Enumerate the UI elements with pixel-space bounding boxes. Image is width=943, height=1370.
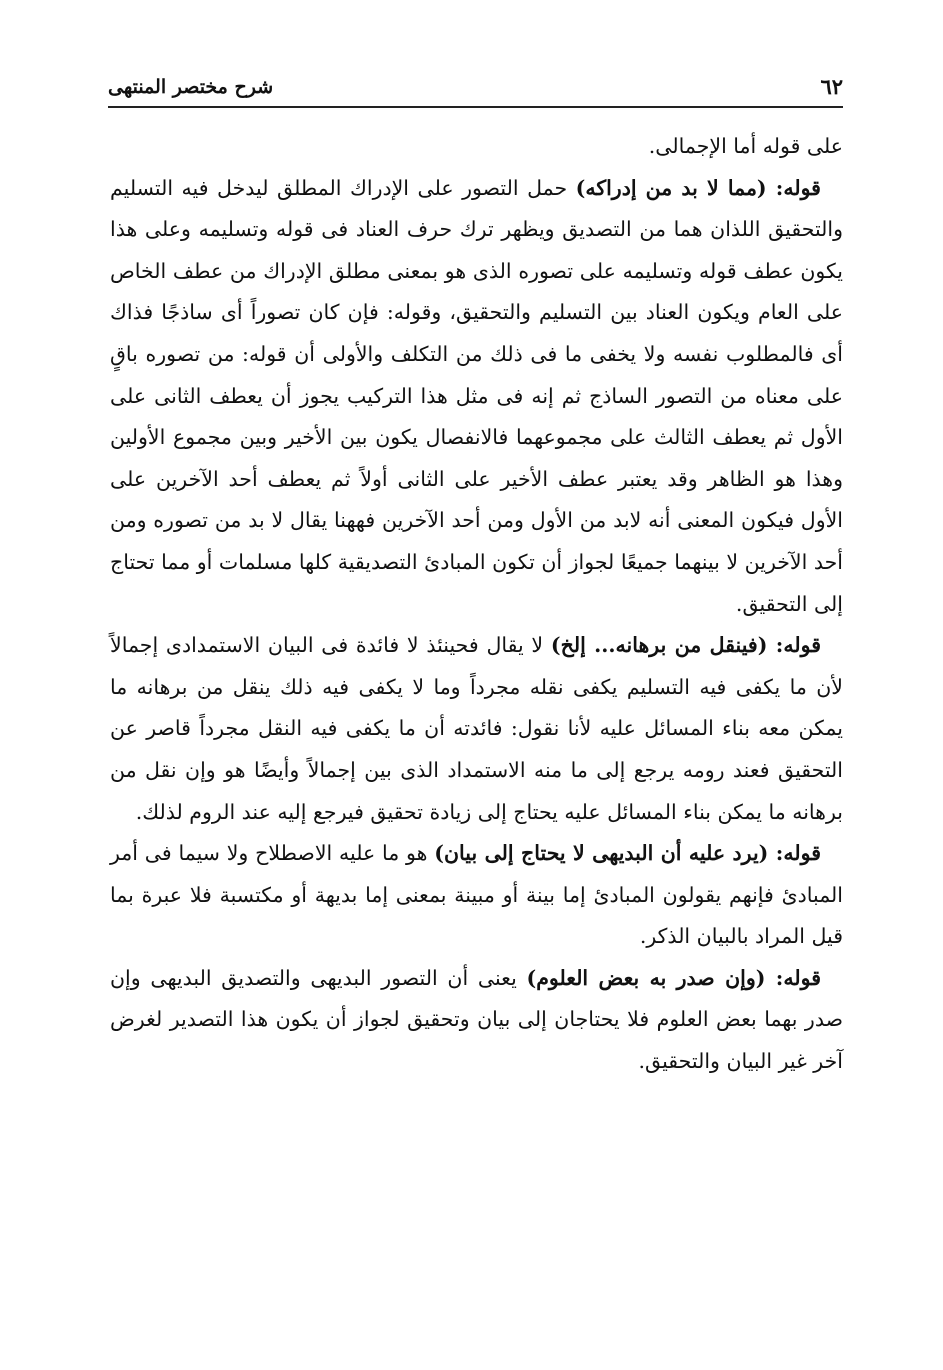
page-number: ٦٢ (820, 74, 843, 99)
paragraph-3-text: لا يقال فحينئذ لا فائدة فى البيان الاستمدادى إجمالاً لأن ما يكفى فيه التسليم يكفى نقله مجرداً وما لا يكفى فيه ذلك ينقل من برهانه ما يمكن معه بناء المسائل عليه لأنا نقول: فائدته أن ما يكفى فيه النقل مجرداً قاصر عن التحقيق فعند رومه يرجع إلى ما منه الاستمداد الذى بين إجمالاً وأيضًا هو وإن نقل من برهانه ما يمكن بناء المسائل عليه يحتاج إلى زيادة تحقيق فيرجع إليه عند الروم لذلك. (110, 633, 843, 824)
paragraph-5-text: يعنى أن التصور البديهى والتصديق البديهى وإن صدر بهما بعض العلوم فلا يحتاجان إلى بيان وتحقيق لجواز أن يكون هذا التصدير لغرض آخر غير البيان والتحقيق. (110, 965, 843, 1074)
lemma-5: قوله: (وإن صدر به بعض العلوم) (526, 965, 821, 990)
running-title: شرح مختصر المنتهى (108, 76, 274, 98)
lemma-4: قوله: (يرد عليه أن البديهى لا يحتاج إلى بيان) (434, 841, 821, 866)
paragraph-1 (110, 126, 843, 168)
paragraph-5 (110, 958, 843, 1083)
paragraph-2-text: حمل التصور على الإدراك المطلق ليدخل فيه التسليم والتحقيق اللذان هما من التصديق ويظهر ترك حرف العناد فى قوله وتسليمه وعلى هذا يكون عطف قوله وتسليمه على تصوره الذى هو بمعنى مطلق الإدراك من عطف الخاص على العام ويكون العناد بين التسليم والتحقيق، وقوله: فإن كان تصوراً أى ساذجًا فذاك أى فالمطلوب نفسه ولا يخفى ما فى ذلك من التكلف والأولى أن قوله: من تصوره باقٍ على معناه من التصور الساذج ثم إنه فى مثل هذا التركيب يجوز أن يعطف الثانى على الأول ثم يعطف الثالث على مجموعهما فالانفصال يكون بين الأخير وبين مجموع الأولين وهذا هو الظاهر وقد يعتبر عطف الأخير على الثانى أولاً ثم يعطف أحد الآخرين على الأول فيكون المعنى أنه لابد من الأول ومن أحد الآخرين فههنا يقال لا بد من تصوره ومن أحد الآخرين لا بينهما جميعًا لجواز أن تكون المبادئ التصديقية كلها مسلمات أو مما تحتاج إلى التحقيق. (110, 175, 843, 616)
header-rule (108, 106, 843, 108)
paragraph-4-text: هو ما عليه الاصطلاح ولا سيما فى أمر المبادئ فإنهم يقولون المبادئ إما بينة أو مبينة بمعنى إما بديهة أو مكتسبة فلا عبرة بما قيل المراد بالبيان الذكر. (110, 841, 843, 949)
body-text (110, 126, 843, 1083)
paragraph-4 (110, 833, 843, 958)
paragraph-2 (110, 168, 843, 626)
lemma-2: قوله: (مما لا بد من إدراكه) (575, 175, 821, 200)
paragraph-1-text: على قوله أما الإجمالى. (648, 134, 843, 158)
page-header (108, 74, 843, 100)
paragraph-3 (110, 625, 843, 833)
lemma-3: قوله: (فينقل من برهانه... إلخ) (550, 633, 821, 658)
